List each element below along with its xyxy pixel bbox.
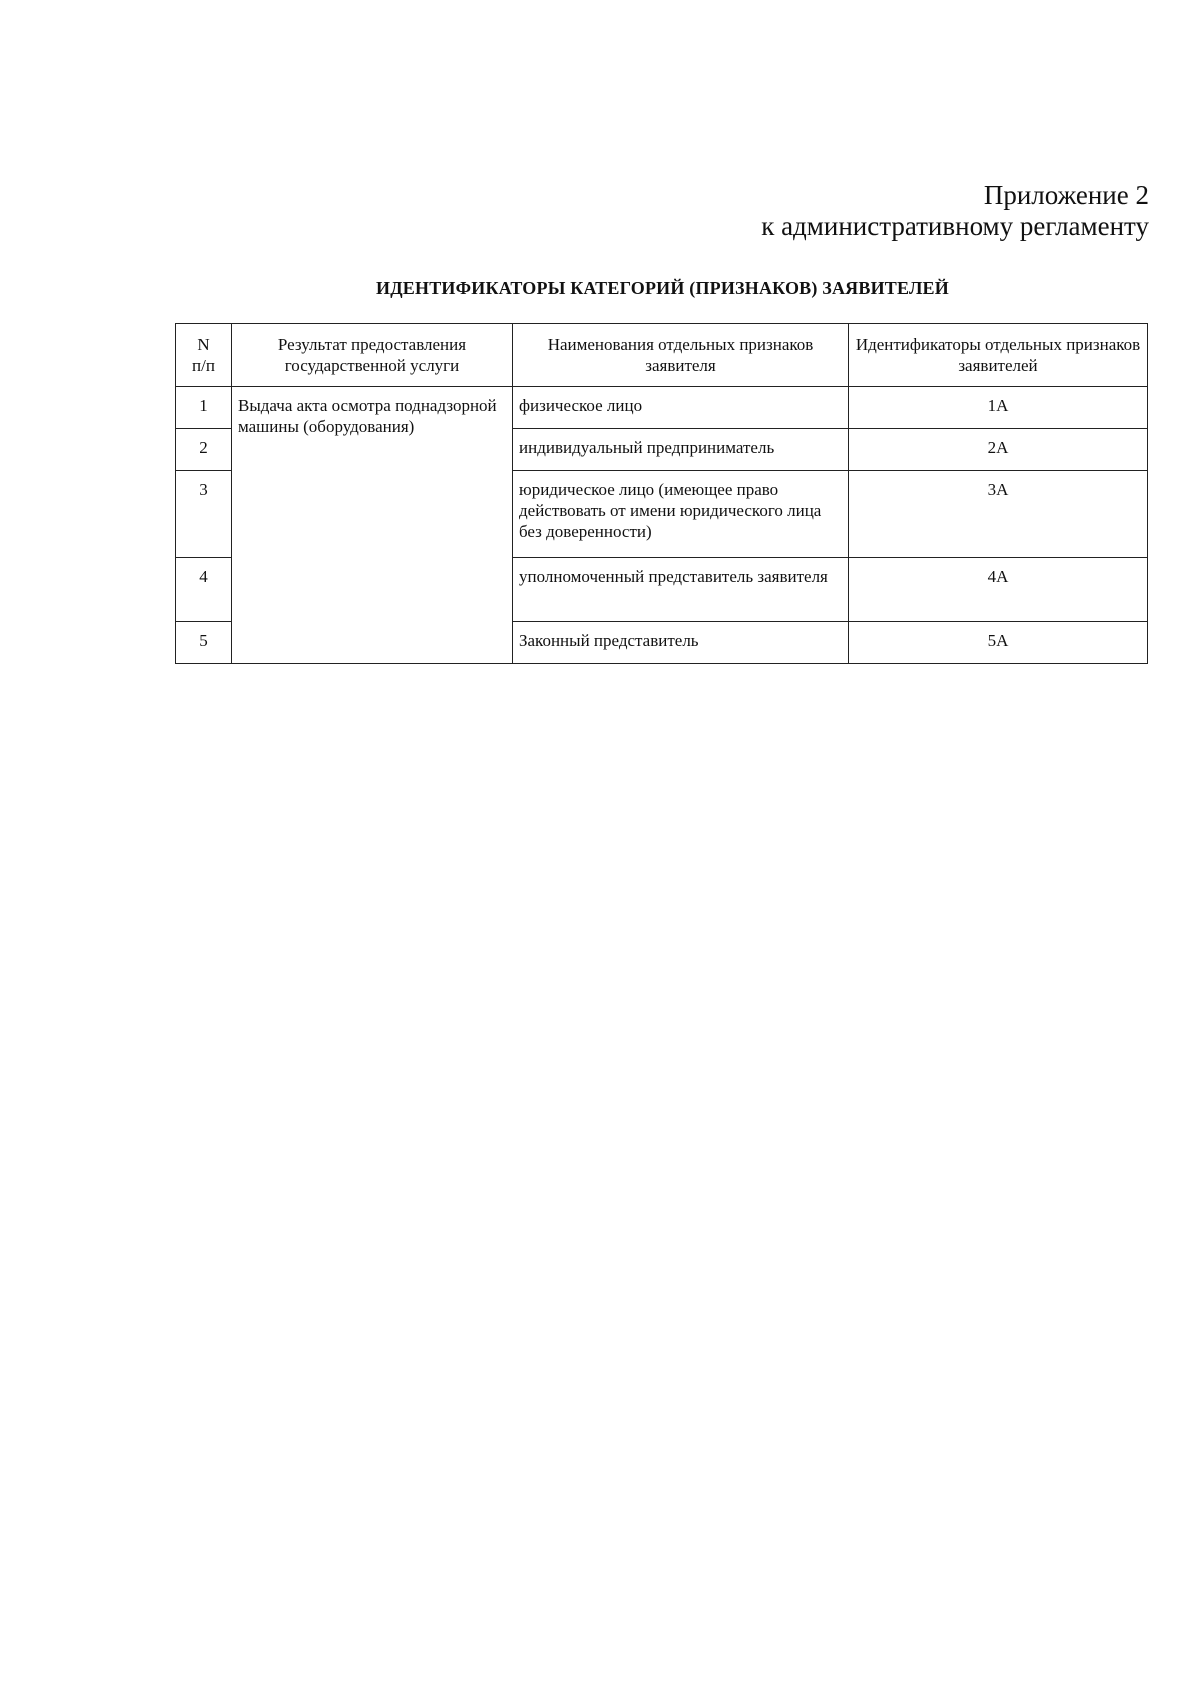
appendix-number: Приложение 2	[983, 180, 1149, 210]
row-attribute: физическое лицо	[513, 387, 849, 429]
row-num: 4	[176, 558, 232, 622]
header-num-line2: п/п	[192, 356, 215, 375]
table-row	[176, 387, 1148, 429]
header-result: Результат предоставления государственной услуги	[232, 324, 513, 387]
row-identifier: 3А	[849, 471, 1148, 558]
row-attribute: юридическое лицо (имеющее право действовать от имени юридического лица без доверенности)	[513, 471, 849, 558]
row-identifier: 5А	[849, 622, 1148, 664]
row-attribute: индивидуальный предприниматель	[513, 429, 849, 471]
table-header-row	[176, 324, 1148, 387]
page-title: ИДЕНТИФИКАТОРЫ КАТЕГОРИЙ (ПРИЗНАКОВ) ЗАЯВИТЕЛЕЙ	[376, 278, 949, 298]
row-num: 3	[176, 471, 232, 558]
header-num-line1: N	[197, 335, 210, 354]
row-identifier: 2А	[849, 429, 1148, 471]
row-attribute: уполномоченный представитель заявителя	[513, 558, 849, 622]
header-num	[176, 324, 232, 387]
header-attribute: Наименования отдельных признаков заявителя	[513, 324, 849, 387]
appendix-reference: к административному регламенту	[761, 211, 1149, 241]
row-num: 5	[176, 622, 232, 664]
row-identifier: 4А	[849, 558, 1148, 622]
identifiers-table	[175, 323, 1148, 664]
row-identifier: 1А	[849, 387, 1148, 429]
result-cell: Выдача акта осмотра поднадзорной машины (оборудования)	[232, 387, 513, 664]
row-attribute: Законный представитель	[513, 622, 849, 664]
header-identifier: Идентификаторы отдельных признаков заявителей	[849, 324, 1148, 387]
row-num: 2	[176, 429, 232, 471]
appendix-header	[761, 180, 1149, 242]
row-num: 1	[176, 387, 232, 429]
